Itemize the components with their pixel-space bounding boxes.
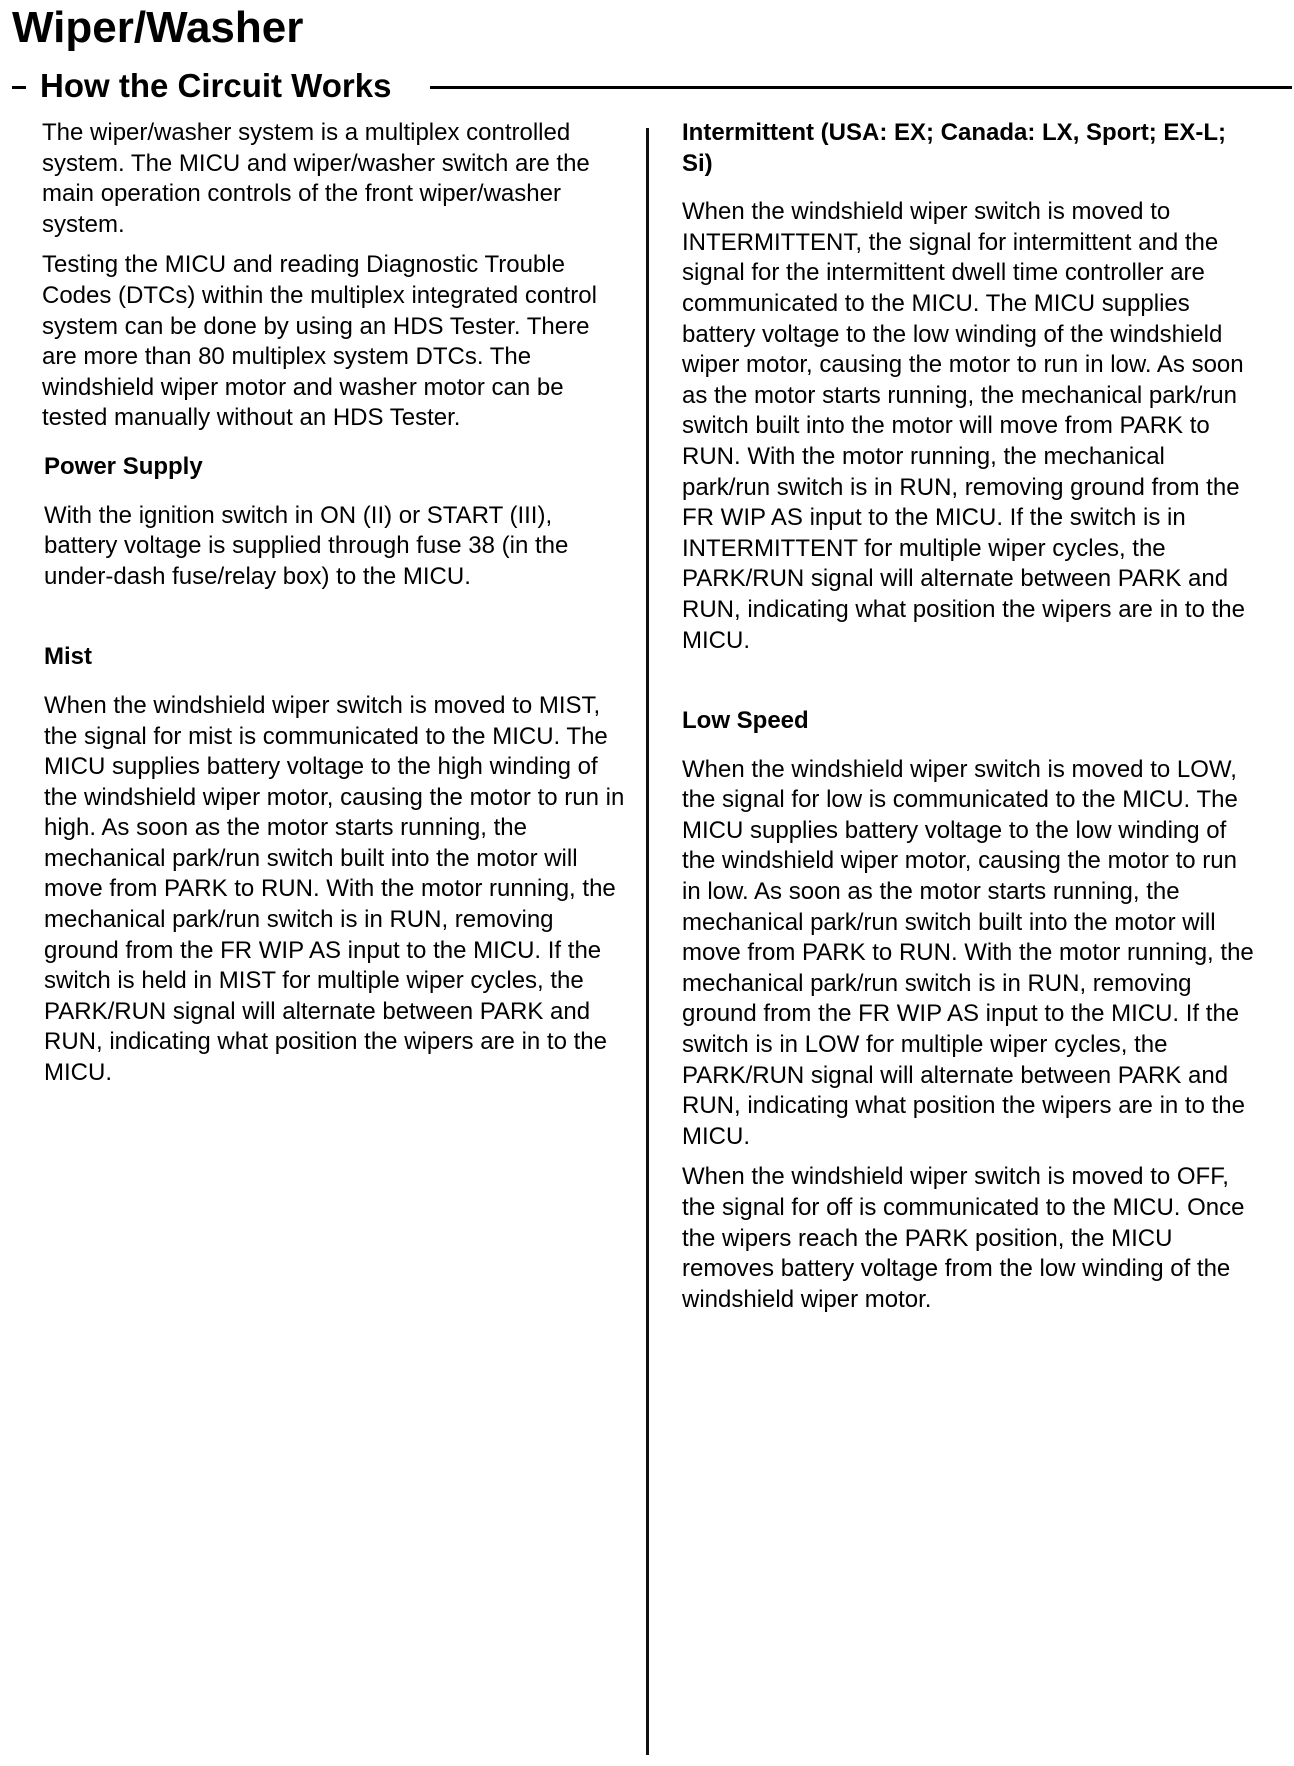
mist-heading: Mist: [44, 643, 92, 671]
section-header: [12, 64, 1282, 108]
intro-paragraph-1: The wiper/washer system is a multiplex controlled system. The MICU and wiper/washer switch are the main operation controls of the front wiper/washer system.: [42, 119, 590, 238]
page-title: Wiper/Washer: [12, 3, 304, 52]
low-speed-heading: Low Speed: [682, 707, 809, 735]
section-title: How the Circuit Works: [40, 67, 392, 104]
header-rule: [430, 86, 1292, 89]
intermittent-heading: Intermittent (USA: EX; Canada: LX, Sport; EX-L; Si): [682, 119, 1227, 177]
column-divider: [646, 128, 649, 1755]
header-dash: [12, 86, 26, 89]
mist-text: When the windshield wiper switch is moved to MIST, the signal for mist is communicated to the MICU. The MICU supplies battery voltage to the high winding of the windshield wiper motor, causing the motor to run in high. As soon as the motor starts running, the mechanical park/run switch built into the motor will move from PARK to RUN. With the motor running, the mechanical park/run switch is in RUN, removing ground from the FR WIP AS input to the MICU. If the switch is held in MIST for multiple wiper cycles, the PARK/RUN signal will alternate between PARK and RUN, indicating what position the wipers are in to the MICU.: [44, 691, 625, 1087]
intermittent-text: When the windshield wiper switch is moved to INTERMITTENT, the signal for intermittent and the signal for the intermittent dwell time controller are communicated to the MICU. The MICU supplies battery voltage to the low winding of the windshield wiper motor, causing the motor to run in low. As soon as the motor starts running, the mechanical park/run switch built into the motor will move from PARK to RUN. With the motor running, the mechanical park/run switch is in RUN, removing ground from the FR WIP AS input to the MICU. If the switch is in INTERMITTENT for multiple wiper cycles, the PARK/RUN signal will alternate between PARK and RUN, indicating what position the wipers are in to the MICU.: [682, 198, 1245, 654]
intro-paragraph-2: Testing the MICU and reading Diagnostic Trouble Codes (DTCs) within the multiplex integrated control system can be done by using an HDS Tester. There are more than 80 multiplex system DTCs. The windshield wiper motor and washer motor can be tested manually without an HDS Tester.: [42, 251, 597, 432]
left-column: [42, 118, 626, 1089]
right-column: [682, 118, 1256, 1315]
power-supply-heading: Power Supply: [44, 452, 203, 480]
low-speed-text-1: When the windshield wiper switch is moved to LOW, the signal for low is communicated to the MICU. The MICU supplies battery voltage to the low winding of the windshield wiper motor, causing the motor to run in low. As soon as the motor starts running, the mechanical park/run switch built into the motor will move from PARK to RUN. With the motor running, the mechanical park/run switch is in RUN, removing ground from the FR WIP AS input to the MICU. If the switch is in LOW for multiple wiper cycles, the PARK/RUN signal will alternate between PARK and RUN, indicating what position the wipers are in to the MICU.: [682, 755, 1254, 1150]
power-supply-text: With the ignition switch in ON (II) or START (III), battery voltage is supplied through fuse 38 (in the under-dash fuse/relay box) to the MICU.: [44, 501, 569, 590]
low-speed-text-2: When the windshield wiper switch is moved to OFF, the signal for off is communicated to the MICU. Once the wipers reach the PARK position, the MICU removes battery voltage from the low winding of the windshield wiper motor.: [682, 1163, 1245, 1313]
